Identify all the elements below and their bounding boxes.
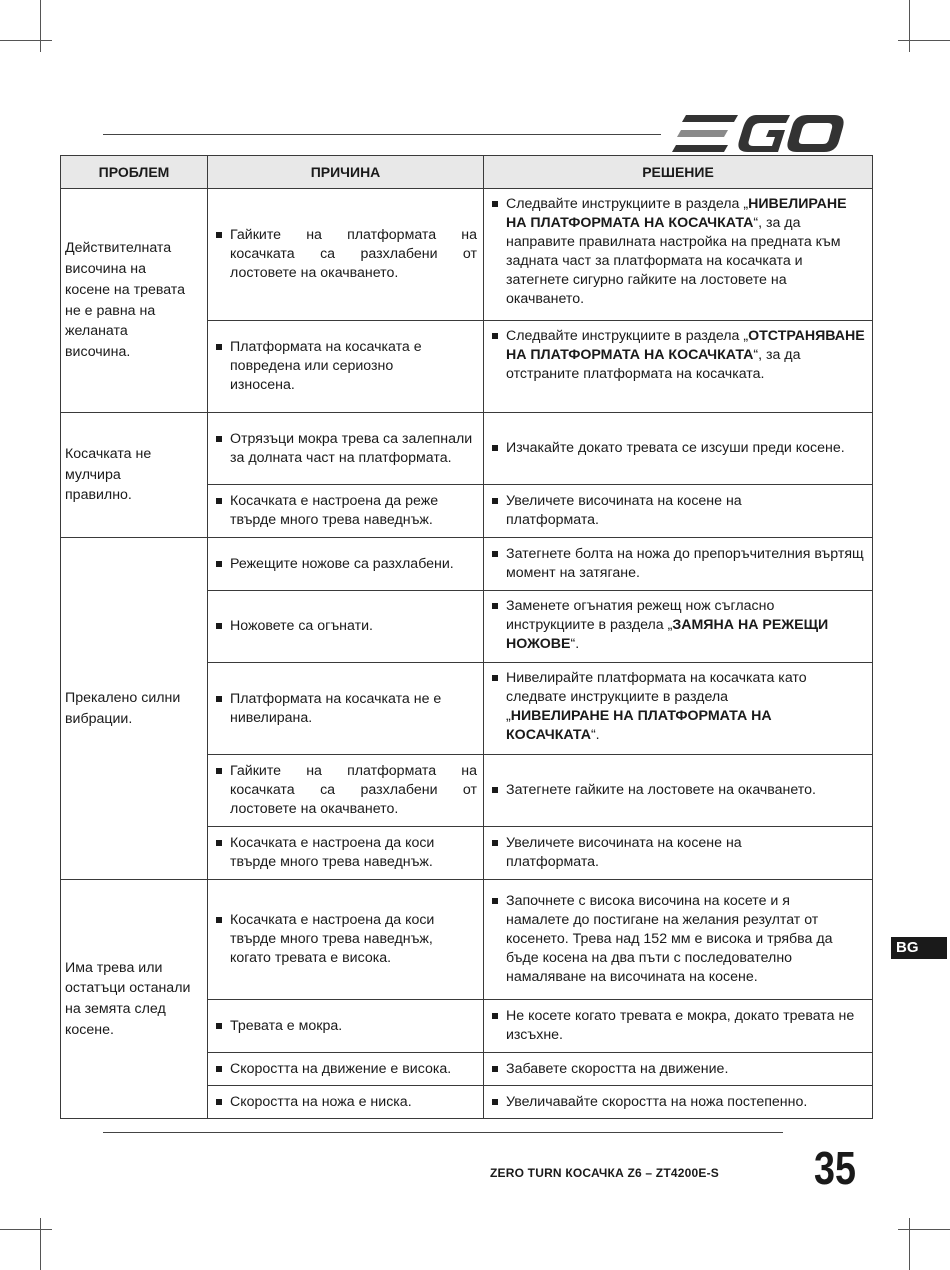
header-solution: РЕШЕНИЕ [484, 156, 873, 189]
problem-cell [61, 538, 208, 880]
header-rule [103, 134, 661, 135]
table-row [61, 413, 873, 485]
cause-text: Косачката е настроена да коси твърде много трева наведнъж, когато тревата е висока. [230, 912, 435, 966]
bullet-icon [492, 603, 498, 609]
bullet-icon [216, 561, 222, 567]
bullet-icon [216, 498, 222, 504]
table-header-row [61, 156, 873, 189]
bullet-icon [492, 787, 498, 793]
bullet-icon [492, 498, 498, 504]
bullet-icon [492, 201, 498, 207]
solution-text: Затегнете гайките на лостовете на окачването. [506, 782, 816, 798]
crop-mark [0, 1229, 52, 1230]
crop-mark [0, 40, 52, 41]
problem-text: Действителната височина на косене на тревата не е равна на желаната височина. [65, 240, 186, 360]
footer-model-name: ZERO TURN КОСАЧКА Z6 – ZT4200E-S [490, 1166, 719, 1180]
bullet-icon [492, 1013, 498, 1019]
cause-text: Платформата на косачката не е нивелирана. [230, 690, 442, 726]
cause-text: Косачката е настроена да реже твърде много трева наведнъж. [230, 493, 439, 528]
bullet-icon [492, 333, 498, 339]
solution-text: Следвайте инструкциите в раздела „НИВЕЛИРАНЕ НА ПЛАТФОРМАТА НА КОСАЧКАТА“, за да направите правилната настройка на предната към задната част за платформата на косачката и затегнете сигурно гайките на лостовете на окачването. [506, 196, 847, 307]
problem-cell [61, 880, 208, 1119]
problem-cell [61, 189, 208, 413]
crop-mark [40, 0, 41, 52]
footer-rule [103, 1132, 783, 1133]
bullet-icon [492, 551, 498, 557]
solution-text: Следвайте инструкциите в раздела „ОТСТРАНЯВАНЕ НА ПЛАТФОРМАТА НА КОСАЧКАТА“, за да отстраните платформата на косачката. [506, 328, 865, 382]
solution-text: Забавете скоростта на движение. [506, 1060, 729, 1077]
solution-cell [484, 321, 873, 413]
cause-text: Тревата е мокра. [230, 1017, 343, 1034]
cause-cell [208, 755, 484, 827]
bullet-icon [492, 898, 498, 904]
header-problem: ПРОБЛЕМ [61, 156, 208, 189]
header-cause: ПРИЧИНА [208, 156, 484, 189]
bullet-icon [216, 623, 222, 629]
problem-text: Прекалено силни вибрации. [65, 689, 181, 727]
crop-mark [898, 40, 950, 41]
cause-text: Скоростта на ножа е ниска. [230, 1093, 412, 1110]
crop-mark [40, 1218, 41, 1270]
cause-text: Режещите ножове са разхлабени. [230, 555, 454, 572]
cause-text: Платформата на косачката е повредена или сериозно износена. [230, 339, 422, 393]
bullet-icon [492, 1099, 498, 1105]
solution-cell [484, 538, 873, 591]
solution-text: Не косете когато тревата е мокра, докато тревата не изсъхне. [506, 1008, 855, 1043]
solution-cell [484, 189, 873, 321]
solution-cell [484, 413, 873, 485]
solution-text: Увеличавайте скоростта на ножа постепенно. [506, 1093, 808, 1110]
bullet-icon [216, 232, 222, 238]
cause-text: Косачката е настроена да коси твърде много трева наведнъж. [230, 835, 435, 870]
cause-text: Отрязъци мокра трева са залепнали за долната част на платформата. [230, 430, 473, 466]
cause-cell [208, 880, 484, 1000]
cause-cell [208, 663, 484, 755]
solution-cell [484, 1000, 873, 1053]
solution-cell [484, 591, 873, 663]
cause-cell [208, 413, 484, 485]
solution-cell [484, 755, 873, 827]
solution-cell [484, 663, 873, 755]
cause-cell [208, 321, 484, 413]
table-row [61, 189, 873, 321]
bullet-icon [216, 1099, 222, 1105]
solution-text: Увеличете височината на косене на платформата. [506, 493, 742, 528]
table-row [61, 880, 873, 1000]
solution-text: Увеличете височината на косене на платформата. [506, 835, 742, 870]
page-number: 35 [814, 1142, 856, 1194]
solution-text: Изчакайте докато тревата се изсуши преди косене. [506, 440, 845, 456]
bullet-icon [216, 768, 222, 774]
bullet-icon [216, 1023, 222, 1029]
solution-cell [484, 485, 873, 538]
solution-text: Започнете с висока височина на косете и я намалете до постигане на желания резултат от косенето. Трева над 152 мм е висока и трябва да бъде косена на два пъти с последователно намаляване на височината на косене. [506, 893, 833, 985]
cause-cell [208, 485, 484, 538]
cause-cell [208, 189, 484, 321]
bullet-icon [216, 436, 222, 442]
cause-cell [208, 538, 484, 591]
problem-text: Има трева или остатъци останали на земята след косене. [65, 959, 191, 1038]
bullet-icon [492, 1066, 498, 1072]
cause-cell [208, 591, 484, 663]
solution-cell [484, 880, 873, 1000]
problem-cell [61, 413, 208, 538]
crop-mark [898, 1229, 950, 1230]
bullet-icon [492, 445, 498, 451]
solution-cell [484, 827, 873, 880]
bullet-icon [216, 696, 222, 702]
language-badge: BG [891, 937, 947, 959]
cause-text: Гайките на платформата на косачката са разхлабени от лостовете на окачването. [230, 763, 477, 817]
bullet-icon [492, 675, 498, 681]
bullet-icon [216, 917, 222, 923]
cause-text: Скоростта на движение е висока. [230, 1060, 452, 1077]
bullet-icon [216, 344, 222, 350]
cause-cell [208, 1086, 484, 1119]
ego-logo [672, 113, 844, 155]
bullet-icon [216, 840, 222, 846]
cause-text: Гайките на платформата на косачката са разхлабени от лостовете на окачването. [230, 227, 477, 281]
cause-text: Ножовете са огънати. [230, 618, 373, 634]
bullet-icon [216, 1066, 222, 1072]
solution-text: Заменете огънатия режещ нож съгласно инструкциите в раздела „ЗАМЯНА НА РЕЖЕЩИ НОЖОВЕ“. [506, 598, 829, 652]
troubleshooting-table [60, 155, 873, 1119]
solution-text: Затегнете болта на ножа до препоръчителния въртящ момент на затягане. [506, 546, 864, 581]
crop-mark [909, 0, 910, 52]
problem-text: Косачката не мулчира правилно. [65, 445, 152, 504]
crop-mark [909, 1218, 910, 1270]
solution-cell [484, 1086, 873, 1119]
solution-cell [484, 1053, 873, 1086]
cause-cell [208, 1000, 484, 1053]
table-row [61, 538, 873, 591]
bullet-icon [492, 840, 498, 846]
cause-cell [208, 827, 484, 880]
cause-cell [208, 1053, 484, 1086]
solution-text: Нивелирайте платформата на косачката като следвате инструкциите в раздела „НИВЕЛИРАНЕ НА ПЛАТФОРМАТА НА КОСАЧКАТА“. [506, 670, 807, 743]
